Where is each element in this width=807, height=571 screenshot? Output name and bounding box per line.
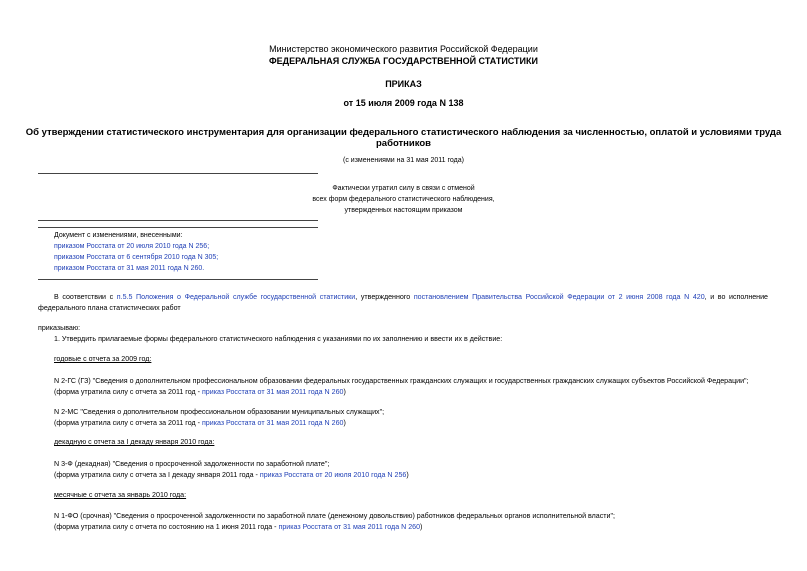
order-word: приказываю:	[38, 324, 81, 332]
form-3f-lapse: (форма утратила силу с отчета за I декаду января 2011 года - приказ Росстата от 20 июля 2010 года N 256)	[54, 471, 409, 479]
amend-link-1[interactable]: приказом Росстата от 20 июля 2010 года N 256;	[54, 243, 210, 250]
resolution-link[interactable]: постановлением Правительства Российской Федерации от 2 июня 2008 года N 420	[413, 293, 705, 301]
lapse-link[interactable]: приказ Росстата от 31 мая 2011 года N 260	[201, 419, 344, 427]
section-annual: годовые с отчета за 2009 год:	[54, 355, 152, 363]
section-monthly: месячные с отчета за январь 2010 года:	[54, 491, 187, 499]
changes-note: (с изменениями на 31 мая 2011 года)	[343, 157, 464, 164]
form-2gs-lapse: (форма утратила силу с отчета за 2011 год - приказ Росстата от 31 мая 2011 года N 260)	[54, 388, 346, 396]
doc-title-line-2: работников	[375, 138, 432, 149]
lapse-link[interactable]: приказ Росстата от 31 мая 2011 года N 260	[278, 523, 421, 531]
amend-link-2[interactable]: приказом Росстата от 6 сентября 2010 года N 305;	[54, 254, 219, 261]
divider	[38, 227, 318, 228]
section-decade: декадную с отчета за I декаду января 2010 года:	[54, 438, 215, 446]
doc-type: ПРИКАЗ	[385, 79, 422, 89]
divider	[38, 279, 318, 280]
preamble: В соответствии с п.5.5 Положения о Федеральной службе государственной статистики, утвержденного постановлением Правительства Российской Федерации от 2 июня 2008 года N 420, и во исполнение федерального плана статистических работ	[38, 293, 769, 312]
divider	[38, 220, 318, 221]
doc-title-line-1: Об утверждении статистического инструментария для организации федерального статистического наблюдения за численностью, оплатой и условиями труда	[25, 127, 782, 138]
lapse-link[interactable]: приказ Росстата от 20 июля 2010 года N 256	[259, 471, 407, 479]
form-2ms-lapse: (форма утратила силу с отчета за 2011 год - приказ Росстата от 31 мая 2011 года N 260)	[54, 419, 346, 427]
doc-date: от 15 июля 2009 года N 138	[343, 98, 464, 108]
divider	[38, 173, 318, 174]
status-line-1: Фактически утратил силу в связи с отменой	[332, 185, 475, 192]
form-1fo-title: N 1-ФО (срочная) "Сведения о просроченной задолженности по заработной плате (денежному довольствию) работников федеральных органов исполнительной власти";	[54, 512, 615, 520]
form-2ms-title: N 2-МС "Сведения о дополнительном профессиональном образовании муниципальных служащих";	[54, 408, 385, 416]
status-line-3: утвержденных настоящим приказом	[344, 207, 463, 214]
amend-label: Документ с изменениями, внесенными:	[54, 232, 183, 239]
regulation-link[interactable]: п.5.5 Положения о Федеральной службе государственной статистики	[116, 293, 356, 301]
amend-link-3[interactable]: приказом Росстата от 31 мая 2011 года N 260.	[54, 265, 205, 272]
form-3f-title: N 3-Ф (декадная) "Сведения о просроченной задолженности по заработной плате";	[54, 460, 330, 468]
ministry-name: Министерство экономического развития Российской Федерации	[269, 44, 538, 54]
lapse-link[interactable]: приказ Росстата от 31 мая 2011 года N 260	[201, 388, 344, 396]
form-2gs-title: N 2-ГС (ГЗ) "Сведения о дополнительном профессиональном образовании федеральных государственных гражданских служащих и государственных гражданских служащих субъектов Российской Федерации";	[54, 377, 749, 385]
service-name: ФЕДЕРАЛЬНАЯ СЛУЖБА ГОСУДАРСТВЕННОЙ СТАТИСТИКИ	[269, 56, 538, 66]
status-line-2: всех форм федерального статистического наблюдения,	[312, 196, 495, 203]
item-1: 1. Утвердить прилагаемые формы федерального статистического наблюдения с указаниями по их заполнению и ввести их в действие:	[54, 335, 503, 343]
form-1fo-lapse: (форма утратила силу с отчета по состоянию на 1 июня 2011 года - приказ Росстата от 31 мая 2011 года N 260)	[54, 523, 423, 531]
